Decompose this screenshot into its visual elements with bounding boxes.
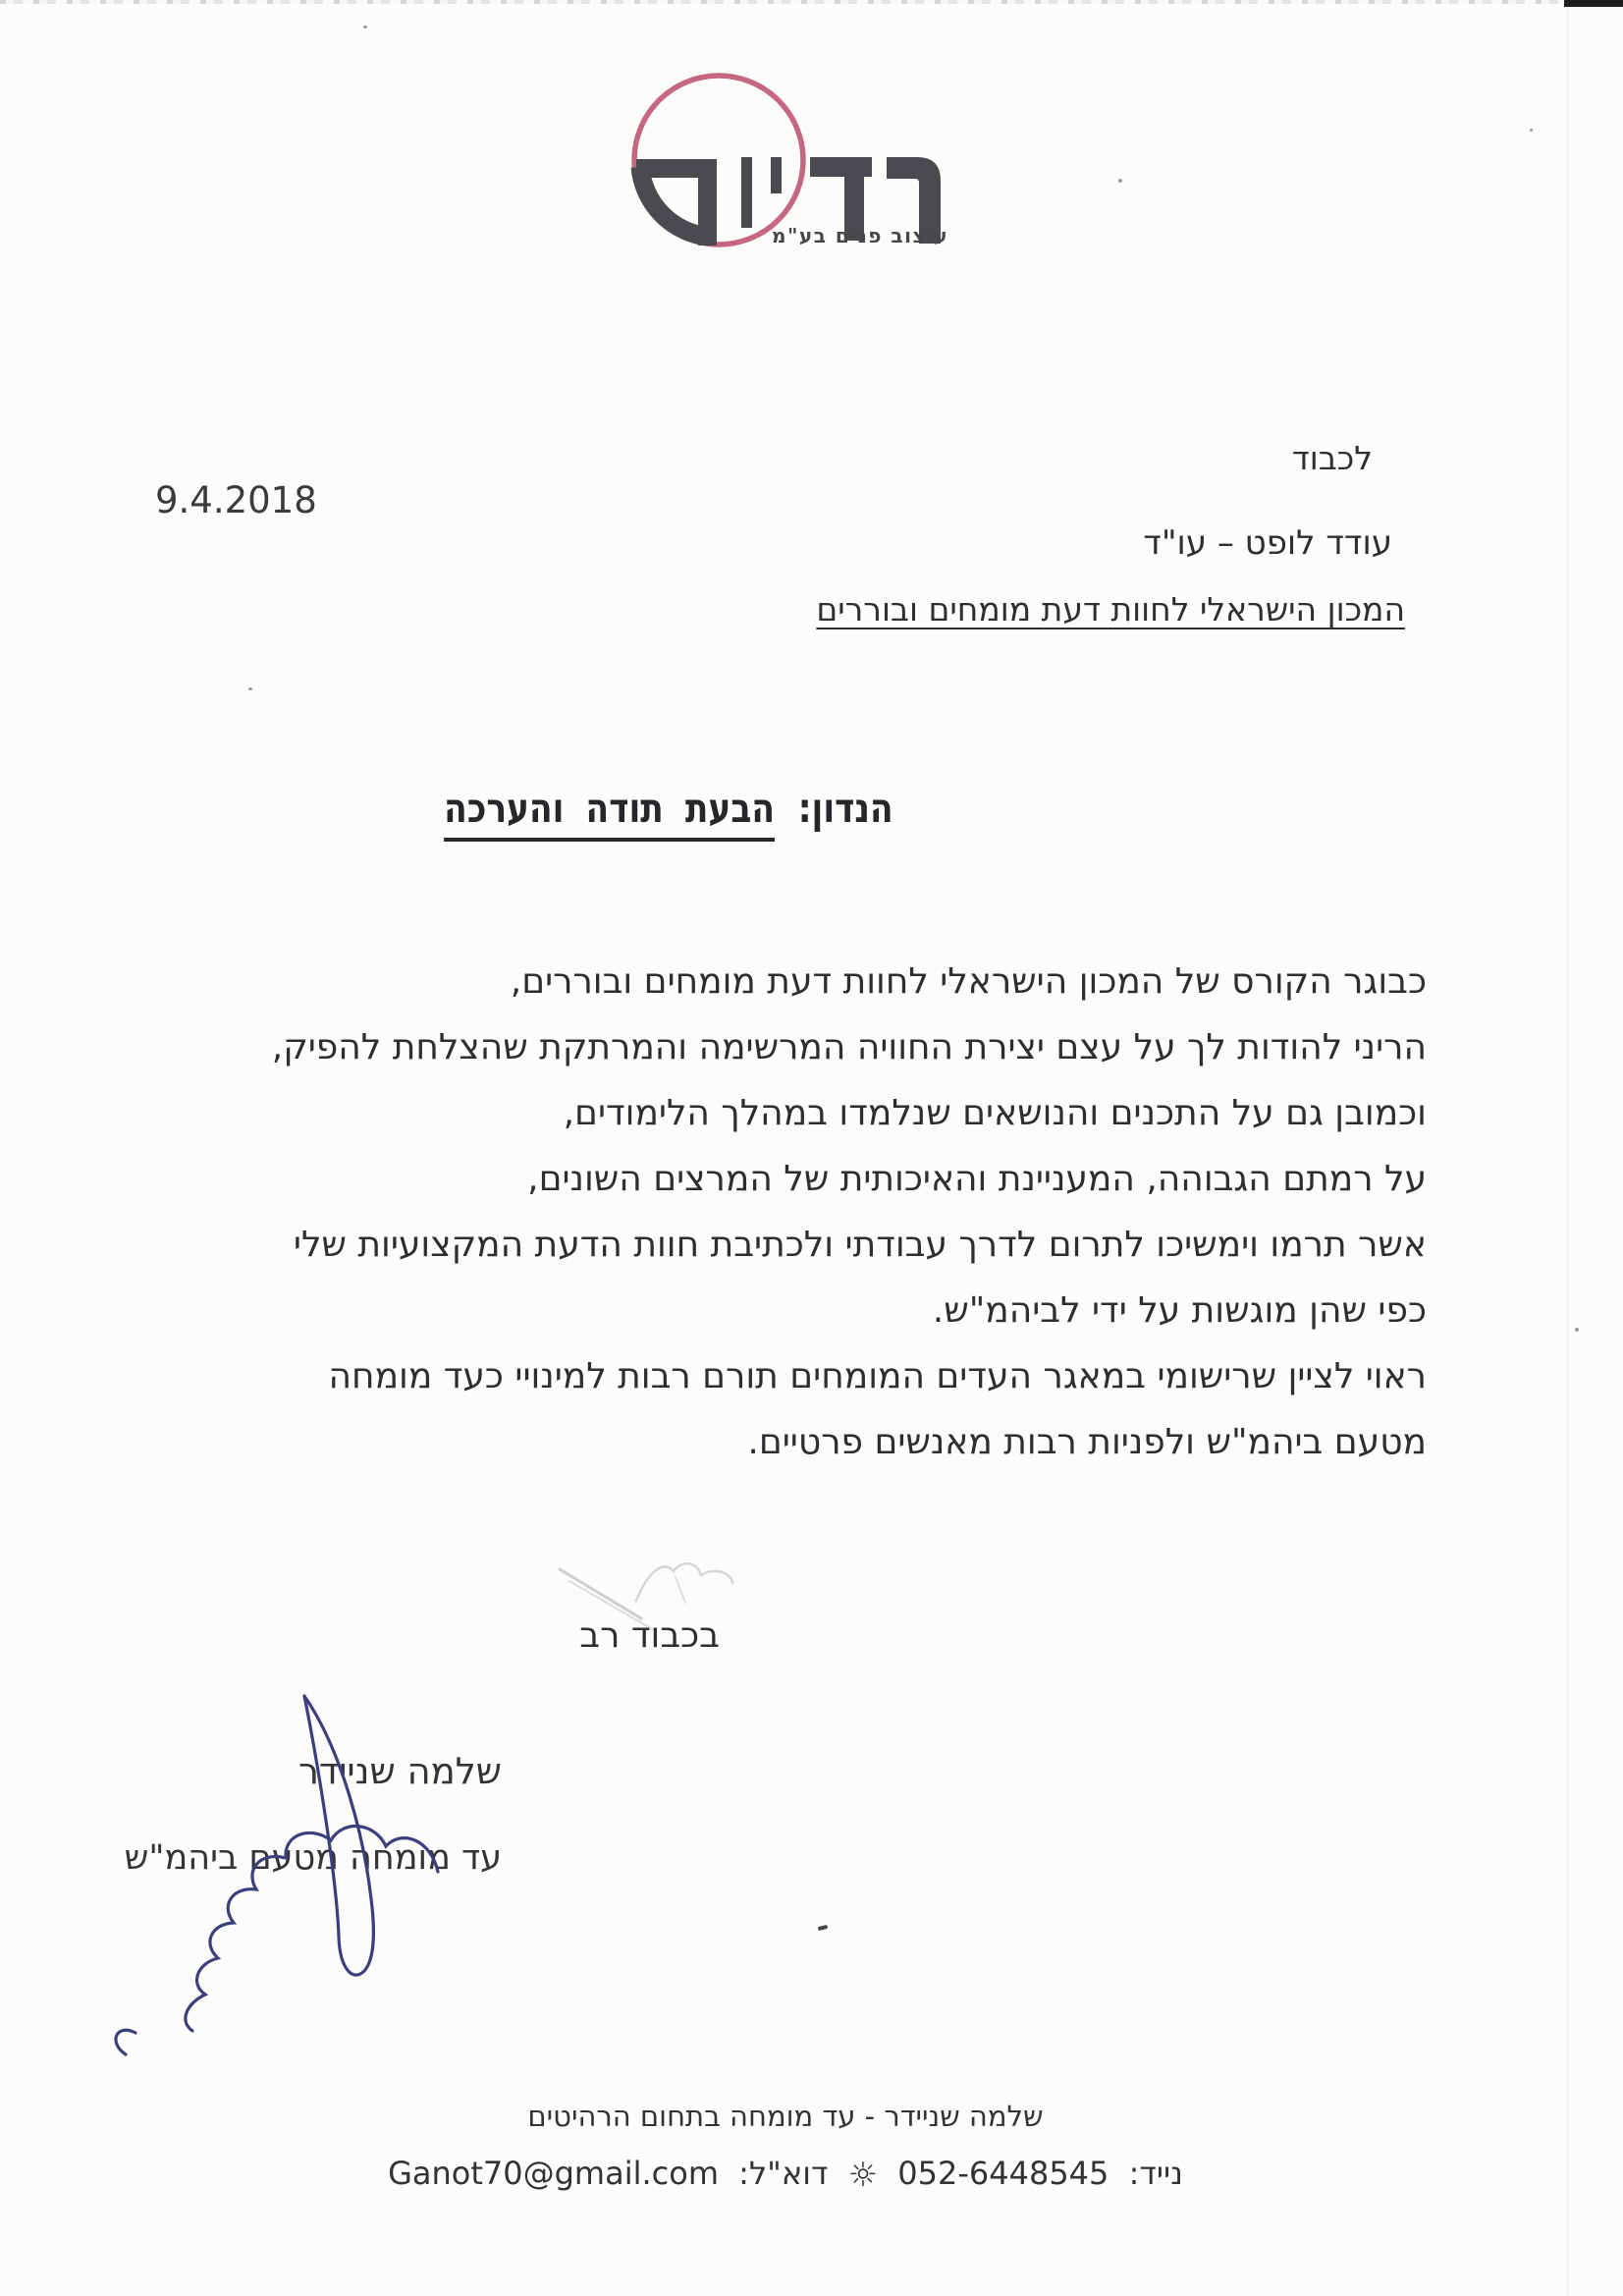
recipient-organization: המכון הישראלי לחוות דעת מומחים ובוררים <box>816 590 1405 629</box>
logo-tagline: עיצוב פנים בע"מ <box>772 224 949 247</box>
salutation: לכבוד <box>1291 439 1373 477</box>
body-line: על רמתם הגבוהה, המעניינת והאיכותית של המרצים השונים, <box>527 1159 1427 1199</box>
email-address: Ganot70@gmail.com <box>388 2155 719 2192</box>
valediction: בכבוד רב <box>579 1615 720 1656</box>
sun-icon: ☼ <box>847 2156 879 2195</box>
body-line: כבוגר הקורס של המכון הישראלי לחוות דעת מומחים ובוררים, <box>510 961 1427 1002</box>
signer-name: שלמה שניידר <box>298 1750 502 1792</box>
signature-scallop-stroke <box>186 1827 438 2031</box>
subject-title: הבעת תודה והערכה <box>444 785 775 842</box>
scan-ink-speck <box>818 1925 829 1931</box>
signature-loop-stroke <box>304 1696 373 1975</box>
subject-label: הנדון: <box>798 785 893 832</box>
footer-name-role: שלמה שניידר - עד מומחה בתחום הרהיטים <box>527 2100 1044 2133</box>
phone-number: 052-6448545 <box>897 2155 1109 2192</box>
scan-speck <box>1118 179 1122 183</box>
scan-speck <box>363 26 367 28</box>
body-line: כפי שהן מוגשות על ידי לביהמ"ש. <box>932 1290 1427 1331</box>
body-line: וכמובן גם על התכנים והנושאים שנלמדו במהלך הלימודים, <box>563 1093 1427 1133</box>
signature-hook-stroke <box>116 2030 135 2054</box>
handwritten-signature <box>59 1681 491 2074</box>
footer-contact-block <box>0 2100 1571 2193</box>
logo-letter-yod <box>771 157 782 193</box>
letter-body <box>272 949 1427 1475</box>
email-label: דוא"ל: <box>738 2155 829 2192</box>
scan-speck <box>248 687 252 690</box>
body-line: הריני להודות לך על עצם יצירת החוויה המרשימה והמרתקת שהצלחת להפיק, <box>271 1027 1427 1067</box>
body-line: מטעם ביהמ"ש ולפניות רבות מאנשים פרטיים. <box>747 1422 1427 1462</box>
scan-top-edge-artifact <box>0 0 1623 4</box>
body-line: ראוי לציין שרישומי במאגר העדים המומחים תורם רבות למינויי כעד מומחה <box>328 1356 1427 1396</box>
scan-page-edge-line <box>1567 0 1569 2296</box>
scan-corner-black-bar <box>1564 0 1623 7</box>
signer-title: עד מומחה מטעם ביהמ"ש <box>124 1838 502 1878</box>
phone-label: נייד: <box>1128 2155 1183 2192</box>
body-line: אשר תרמו וימשיכו לתרום לדרך עבודתי ולכתיבת חוות הדעת המקצועיות שלי <box>293 1225 1427 1265</box>
footer-contact-line <box>0 2154 1571 2193</box>
letter-date: 9.4.2018 <box>155 479 317 521</box>
scan-speck <box>1575 1328 1579 1332</box>
subject-line <box>444 785 893 832</box>
recipient-name: עודד לופט – עו"ד <box>1143 523 1392 563</box>
logo-letter-vav <box>741 157 752 228</box>
scan-speck <box>1530 129 1533 132</box>
